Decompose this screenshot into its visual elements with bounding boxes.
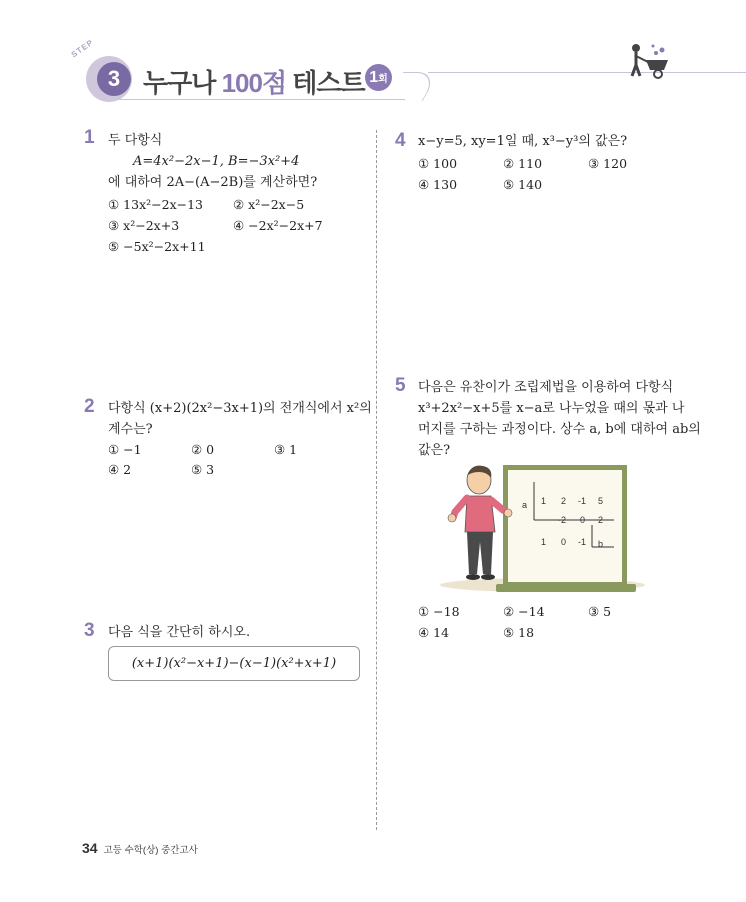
option-4[interactable]: ④ 2 <box>108 462 132 477</box>
header-rule-right <box>428 72 746 73</box>
question-number: 2 <box>84 396 95 417</box>
option-1[interactable]: ① −1 <box>108 442 142 457</box>
option-3[interactable]: ③ 1 <box>274 442 298 457</box>
board-cell: 1 <box>541 537 547 547</box>
step-label: STEP <box>69 37 96 60</box>
option-2[interactable]: ② −14 <box>503 604 545 619</box>
option-4[interactable]: ④ −2x²−2x+7 <box>233 218 323 233</box>
question-text-line: 두 다항식 <box>108 133 163 148</box>
question-text-line: 값은? <box>418 443 451 458</box>
wheelbarrow-icon <box>626 40 672 80</box>
page-title <box>143 63 365 100</box>
question-text-line: 머지를 구하는 과정이다. 상수 a, b에 대하여 ab의 <box>418 422 701 437</box>
option-2[interactable]: ② 110 <box>503 156 543 171</box>
board-tray <box>496 584 636 592</box>
question-number: 4 <box>395 130 406 151</box>
book-title: 고등 수학(상) 중간고사 <box>103 845 198 856</box>
option-5[interactable]: ⑤ 18 <box>503 625 535 640</box>
board-cell: 2 <box>561 496 567 506</box>
option-3[interactable]: ③ 5 <box>588 604 612 619</box>
board-cell: -1 <box>578 537 587 547</box>
board-cell: 0 <box>561 537 567 547</box>
option-2[interactable]: ② 0 <box>191 442 215 457</box>
option-1[interactable]: ① 13x²−2x−13 <box>108 197 204 212</box>
board-cell: 0 <box>580 515 586 525</box>
round-badge <box>365 64 392 91</box>
option-3[interactable]: ③ 120 <box>588 156 628 171</box>
round-suffix: 회 <box>378 74 388 85</box>
page-number: 34 <box>82 840 98 856</box>
option-5[interactable]: ⑤ 3 <box>191 462 215 477</box>
question-text-line: x−y=5, xy=1일 때, x³−y³의 값은? <box>418 134 628 149</box>
student-illustration <box>443 462 513 587</box>
option-3[interactable]: ③ x²−2x+3 <box>108 218 180 233</box>
question-text-line: 다항식 (x+2)(2x²−3x+1)의 전개식에서 x²의 <box>108 401 372 416</box>
option-4[interactable]: ④ 14 <box>418 625 450 640</box>
synthetic-division-lines <box>508 470 622 582</box>
question-number: 3 <box>84 620 95 641</box>
title-suffix: 테스트 <box>286 68 365 98</box>
board-a: a <box>522 500 528 510</box>
board-b: b <box>598 539 604 549</box>
option-2[interactable]: ② x²−2x−5 <box>233 197 305 212</box>
board-cell: 1 <box>541 496 547 506</box>
column-divider <box>376 130 377 830</box>
title-prefix: 누구나 <box>143 68 222 98</box>
title-highlight: 100점 <box>221 68 287 98</box>
footer <box>82 840 198 856</box>
question-text-line: 에 대하여 2A−(A−2B)를 계산하면? <box>108 175 318 190</box>
expression-box: (x+1)(x²−x+1)−(x−1)(x²+x+1) <box>108 646 360 681</box>
option-1[interactable]: ① 100 <box>418 156 458 171</box>
option-5[interactable]: ⑤ 140 <box>503 177 543 192</box>
question-text-line: 다음은 유찬이가 조립제법을 이용하여 다항식 <box>418 380 674 395</box>
option-1[interactable]: ① −18 <box>418 604 460 619</box>
board-cell: -1 <box>578 496 587 506</box>
question-text-line: x³+2x²−x+5를 x−a로 나누었을 때의 몫과 나 <box>418 401 685 416</box>
round-number: 1 <box>369 69 379 86</box>
step-number: 3 <box>97 62 131 96</box>
option-4[interactable]: ④ 130 <box>418 177 458 192</box>
question-number: 1 <box>84 127 95 148</box>
header-rule-curve <box>387 72 440 101</box>
option-5[interactable]: ⑤ −5x²−2x+11 <box>108 239 206 254</box>
question-text-line: A=4x²−2x−1, B=−3x²+4 <box>133 154 300 169</box>
question-text-line: 계수는? <box>108 422 153 437</box>
board-cell: 5 <box>598 496 604 506</box>
board-cell: 2 <box>598 515 604 525</box>
question-number: 5 <box>395 375 406 396</box>
question-text-line: 다음 식을 간단히 하시오. <box>108 625 251 640</box>
board-cell: -2 <box>558 515 567 525</box>
